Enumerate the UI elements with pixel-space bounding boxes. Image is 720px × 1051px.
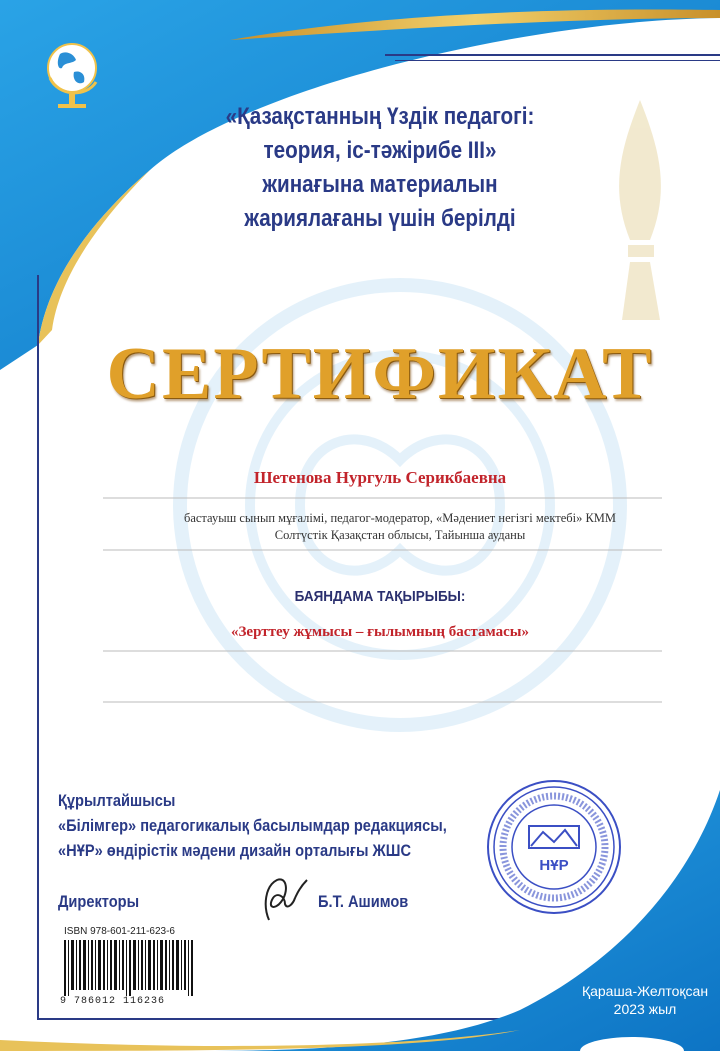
founder-line: Құрылтайшысы [58, 791, 176, 810]
barcode [60, 940, 200, 996]
certificate-subtitle [182, 100, 578, 236]
stamp-center-text: НҰР [539, 857, 569, 874]
certificate-title: СЕРТИФИКАТ [106, 333, 654, 415]
subtitle-line: жариялағаны үшін берілді [244, 205, 516, 232]
topic-label: БАЯНДАМА ТАҚЫРЫБЫ: [294, 588, 466, 605]
date-line: 2023 жыл [613, 1001, 677, 1017]
issue-date [570, 982, 720, 1018]
founder-line: «НҰР» өндірістік мәдени дизайн орталығы ЖШС [58, 841, 412, 860]
topic-title: «Зерттеу жұмысы – ғылымның бастамасы» [231, 624, 529, 640]
recipient-name: Шетенова Нургуль Серикбаевна [253, 468, 507, 487]
subtitle-line: «Қазақстанның Үздік педагогі: [225, 103, 535, 130]
date-line: Қараша-Желтоқсан [581, 983, 709, 999]
founder-line: «Білімгер» педагогикалық басылымдар редакциясы, [58, 816, 447, 835]
official-stamp [485, 778, 623, 916]
director-name: Б.Т. Ашимов [318, 892, 409, 911]
isbn: ISBN 978-601-211-623-6 [64, 926, 175, 937]
subtitle-line: теория, іс-тәжірибе III» [263, 137, 497, 164]
director-signature [255, 868, 315, 928]
barcode-digits: 9 786012 116236 [60, 996, 166, 1007]
founder-block [58, 788, 447, 863]
director-label: Директоры [58, 892, 140, 911]
subtitle-line: жинағына материалын [262, 171, 498, 198]
position-line: Солтүстік Қазақстан облысы, Тайынша ауданы [274, 528, 526, 542]
recipient-position [100, 510, 700, 544]
position-line: бастауыш сынып мұғалімі, педагог-модератор, «Мәдениет негізгі мектебі» КММ [183, 511, 617, 525]
